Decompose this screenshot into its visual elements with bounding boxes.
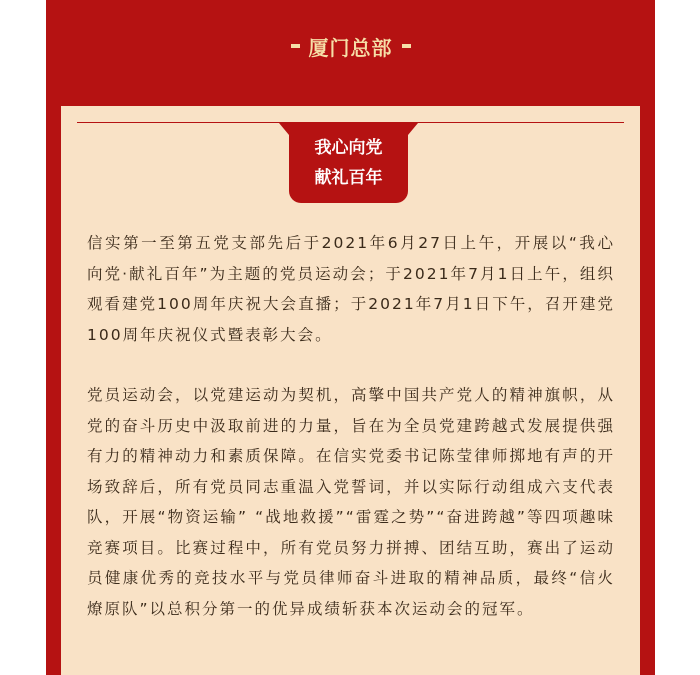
article-body: [87, 228, 615, 654]
header-dash-left: [291, 44, 300, 48]
paragraph-2: 党员运动会，以党建运动为契机，高擎中国共产党人的精神旗帜，从党的奋斗历史中汲取前进的力量，旨在为全员党建跨越式发展提供强有力的精神动力和素质保障。在信实党委书记陈莹律师掷地有声的开场致辞后，所有党员同志重温入党誓词，并以实际行动组成六支代表队，开展“物资运输” “战地救援”“雷霆之势”“奋进跨越”等四项趣味竞赛项目。比赛过程中，所有党员努力拼搏、团结互助，赛出了运动员健康优秀的竞技水平与党员律师奋斗进取的精神品质，最终“信火燎原队”以总积分第一的优异成绩斩获本次运动会的冠军。: [87, 386, 615, 618]
header-title: 厦门总部: [308, 35, 393, 60]
title-badge: [289, 123, 408, 203]
section-header: [46, 28, 655, 64]
badge-line-1: 我心向党: [314, 138, 383, 158]
content-card: [61, 106, 640, 675]
header-dash-right: [402, 44, 411, 48]
red-frame: [46, 0, 655, 675]
paragraph-1: 信实第一至第五党支部先后于2021年6月27日上午，开展以“我心向党·献礼百年”为主题的党员运动会；于2021年7月1日上午，组织观看建党100周年庆祝大会直播；于2021年7月1日下午，召开建党100周年庆祝仪式暨表彰大会。: [87, 234, 615, 344]
badge-line-2: 献礼百年: [314, 168, 383, 188]
